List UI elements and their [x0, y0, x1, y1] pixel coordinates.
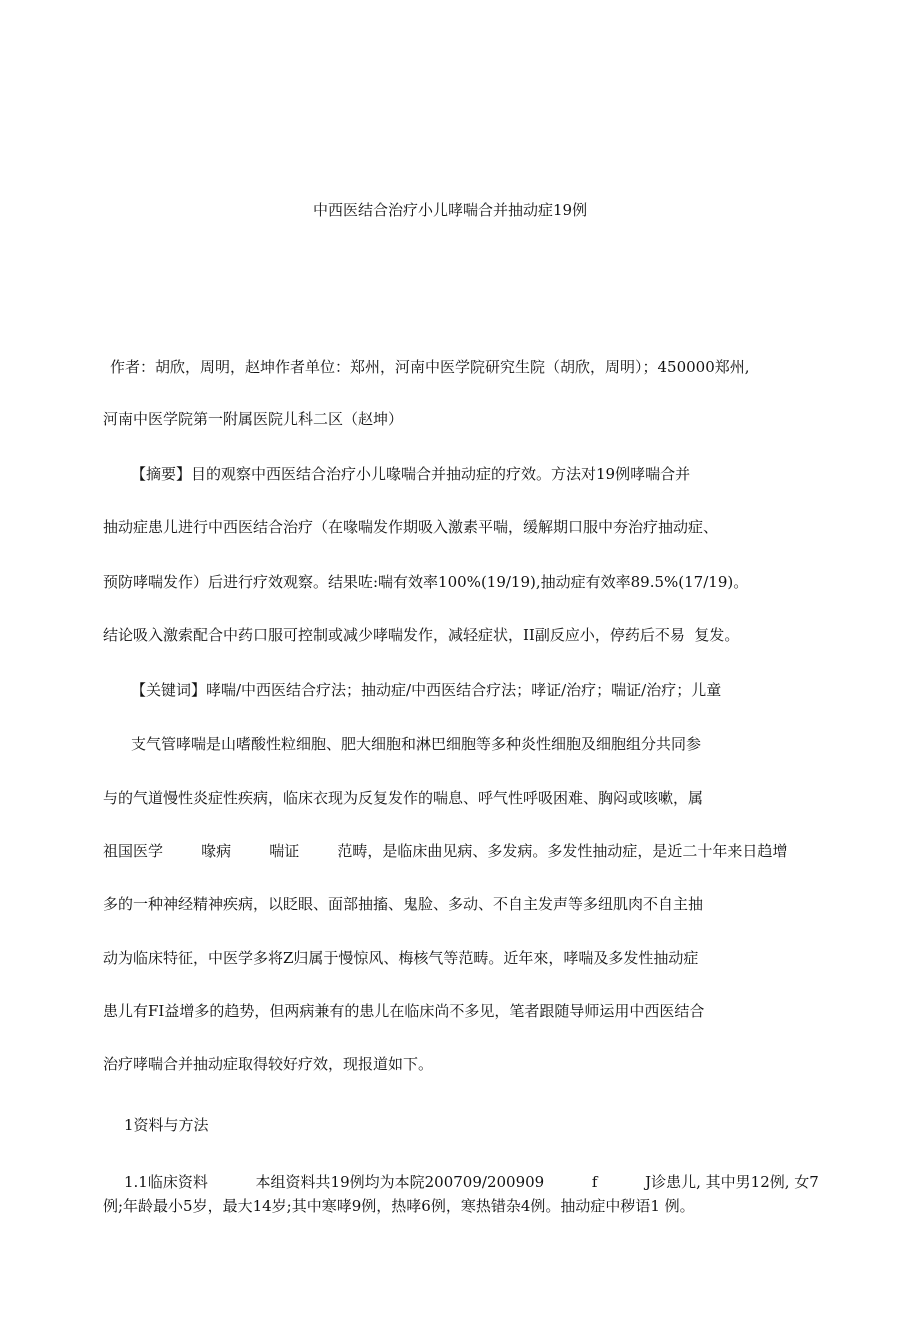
body-paragraph-line: 1.1临床资料 本组资料共19例均为本院200709/200909 f J诊患儿, 其中男12例, 女7 [124, 1173, 819, 1191]
document-title: 中西医结合治疗小儿哮喘合并抽动症19例 [313, 201, 588, 219]
body-paragraph-line: 治疗哮喘合并抽动症取得较好疗效，现报道如下。 [103, 1055, 434, 1073]
body-paragraph-line: 与的气道慢性炎症性疾病，临床衣现为反复发作的喘息、呼气性呼吸困难、胸闷或咳嗽，属 [103, 789, 704, 807]
author-info-line: 作者：胡欣，周明，赵坤作者单位：郑州，河南中医学院研究生院（胡欣，周明）；450000郑州, [110, 358, 750, 376]
body-paragraph-line: 支气管哮喘是山嗜酸性粒细胞、肥大细胞和淋巴细胞等多种炎性细胞及细胞组分共同参 [131, 735, 702, 753]
body-paragraph-line: 多的一种神经精神疾病，以眨眼、面部抽搐、鬼脸、多动、不自主发声等多纽肌肉不自主抽 [103, 895, 704, 913]
body-paragraph-line: 动为临床特征，中医学多将Z归属于慢惊风、梅核气等范畴。近年來，哮喘及多发性抽动症 [103, 949, 699, 967]
section-heading: 1资料与方法 [124, 1116, 209, 1134]
body-paragraph-line: 例;年龄最小5岁，最大14岁;其中寒哮9例，热哮6例，寒热错杂4例。抽动症中秽语1 例。 [103, 1197, 695, 1215]
author-info-line: 河南中医学院第一附属医院儿科二区（赵坤） [103, 410, 404, 428]
abstract-line: 预防哮喘发作）后进行疗效观察。结果咗:喘有效率100%(19/19),抽动症有效率89.5%(17/19)。 [103, 573, 749, 591]
abstract-line: 【摘要】目的观察中西医结合治疗小儿喙喘合并抽动症的疗效。方法对19例哮喘合并 [131, 465, 691, 483]
keywords-line: 【关键词】哮喘/中西医结合疗法；抽动症/中西医结合疗法；哮证/治疗；喘证/治疗；儿童 [131, 681, 722, 699]
body-paragraph-line: 患儿有FI益增多的趋势，但两病兼有的患儿在临床尚不多见，笔者跟随导师运用中西医结合 [103, 1002, 705, 1020]
abstract-line: 抽动症患儿进行中西医结合治疗（在喙喘发作期吸入激素平喘，缓解期口服中夯治疗抽动症、 [103, 518, 719, 536]
abstract-line: 结论吸入激索配合中药口服可控制或减少哮喘发作，减轻症状，II副反应小，停药后不易 复发。 [103, 626, 740, 644]
body-paragraph-line: 祖国医学 喙病 喘证 范畴，是临床曲见病、多发病。多发性抽动症，是近二十年来日趋增 [103, 842, 788, 860]
